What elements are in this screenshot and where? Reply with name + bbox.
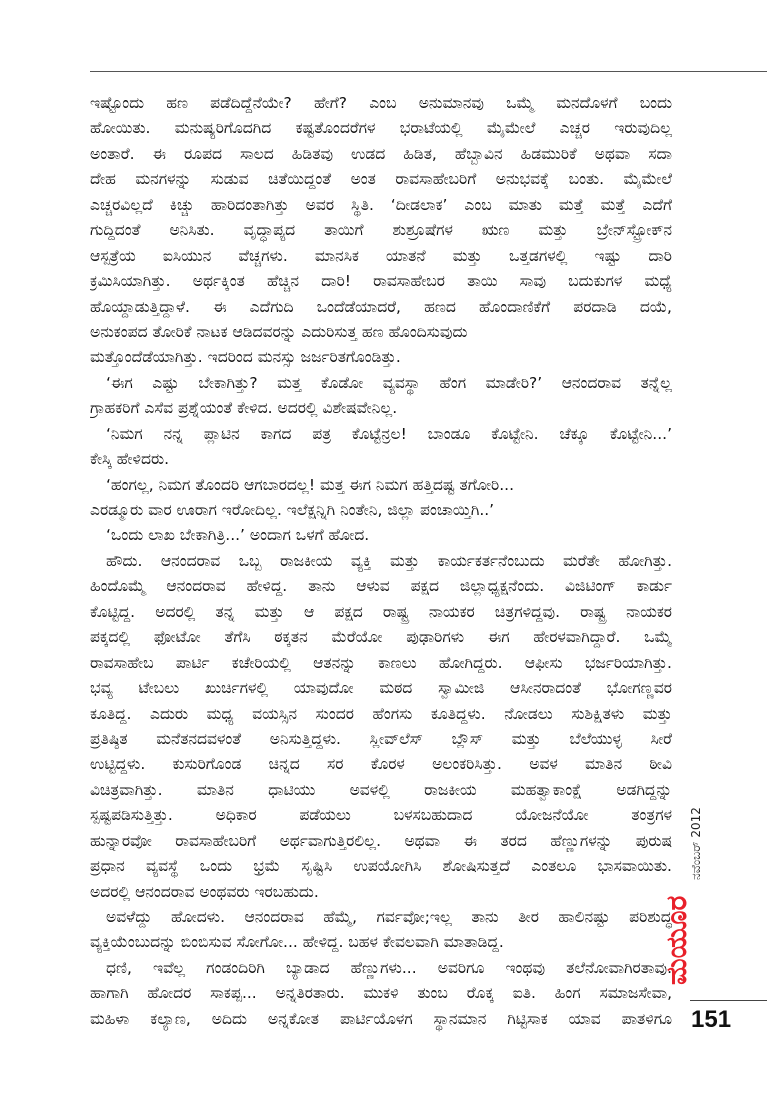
text-line: ಇಷ್ಟೊಂದು ಹಣ ಪಡೆದಿದ್ದೆನೆಯೇ? ಹೇಗೆ? ಎಂಬ ಅನುಮಾನವು ಒಮ್ಮೆ ಮನದೊಳಗೆ ಬಂದು — [90, 94, 672, 112]
text-line: ಹಾಗಾಗಿ ಹೋದರ ಸಾಕಪ್ಪ... ಅನ್ನತಿರತಾರು. ಮುಕಳಿ ತುಂಬ ರೊಕ್ಕ ಐತಿ. ಹಿಂಗ ಸಮಾಜಸೇವಾ, — [90, 984, 672, 1003]
text-line: ಆಸ್ಪತ್ರೆಯ ಐಸಿಯುನ ವೆಚ್ಚಗಳು. ಮಾನಸಿಕ ಯಾತನೆ ಮತ್ತು ಒತ್ತಡಗಳಲ್ಲಿ ಇಷ್ಟು ದಾರಿ — [90, 246, 672, 265]
issue-date: ನವೆಂಬರ್ 2012 — [689, 807, 703, 880]
magazine-logo: ಮಯೂರ — [660, 895, 693, 985]
text-line: ಅದರಲ್ಲಿ ಆನಂದರಾವ ಅಂಥವರು ಇರಬಹುದು. — [90, 882, 319, 901]
text-line: ಮತ್ತೊಂದೆಡೆಯಾಗಿತ್ತು. ಇದರಿಂದ ಮನಸ್ಸು ಜರ್ಜರಿತಗೊಂಡಿತ್ತು. — [90, 348, 401, 367]
text-line: ಅವಳೆದ್ದು ಹೋದಳು. ಆನಂದರಾವ ಹೆಮ್ಮೆ, ಗರ್ವವೋ;ಇಲ್ಲ ತಾನು ತೀರ ಹಾಲಿನಷ್ಟು ಪರಿಶುದ್ಧ — [106, 908, 672, 926]
text-line: ಅಂತಾರೆ. ಈ ರೂಪದ ಸಾಲದ ಹಿಡಿತವು ಉಡದ ಹಿಡಿತ, ಹೆಬ್ಬಾವಿನ ಹಿಡಮುರಿಕೆ ಅಥವಾ ಸದಾ — [90, 144, 672, 163]
page-number: 151 — [691, 1006, 732, 1033]
text-line: ಹೌದು. ಆನಂದರಾವ ಒಬ್ಬ ರಾಜಕೀಯ ವ್ಯಕ್ತಿ ಮತ್ತು ಕಾರ್ಯಕರ್ತನೆಂಬುದು ಮರೆತೇ ಹೋಗಿತ್ತು. — [106, 551, 672, 570]
text-line: ‘ಒಂದು ಲಾಖ ಬೇಕಾಗಿತ್ರಿ...’ ಅಂದಾಗ ಒಳಗೆ ಹೋದ. — [106, 526, 370, 545]
text-line: ‘ನಿಮಗ ನನ್ನ ಪ್ಲಾಟಿನ ಕಾಗದ ಪತ್ರ ಕೊಟ್ಟೆನ್ರಲ! ಬಾಂಡೂ ಕೊಟ್ಟೇನಿ. ಚೆಕ್ಕೂ ಕೊಟ್ಟೇನಿ...’ — [106, 424, 672, 443]
text-line: ಎಚ್ಚರವಿಲ್ಲದೆ ಕಿಚ್ಚು ಹಾರಿದಂತಾಗಿತ್ತು ಅವರ ಸ್ಥಿತಿ. ‘ದೀಡಲಾಕ’ ಎಂಬ ಮಾತು ಮತ್ತೆ ಮತ್ತೆ ಎದೆಗೆ — [90, 195, 672, 214]
text-line: ದೇಹ ಮನಗಳನ್ನು ಸುಡುವ ಚಿತೆಯಿದ್ದಂತೆ ಅಂತ ರಾವಸಾಹೇಬರಿಗೆ ಅನುಭವಕ್ಕೆ ಬಂತು. ಮೈಮೇಲೆ — [90, 170, 672, 189]
text-line: ಮಹಿಳಾ ಕಲ್ಯಾಣ, ಅದಿದು ಅನ್ನಕೋತ ಪಾರ್ಟಿಯೊಳಗ ಸ್ಥಾನಮಾನ ಗಿಟ್ಟಿಸಾಕ ಯಾವ ಪಾತಳಿಗೂ — [90, 1009, 672, 1028]
header-rule — [90, 71, 767, 72]
text-line: ಎರಡ್ಮೂರು ವಾರ ಊರಾಗ ಇರೋದಿಲ್ಲ. ಇಲೆಕ್ಷನ್ನಿಗಿ ನಿಂತೇನಿ, ಜಿಲ್ಲಾ ಪಂಚಾಯ್ತಿಗಿ..’ — [90, 501, 495, 519]
text-line: ವ್ಯಕ್ತಿಯೆಂಬುದನ್ನು ಬಿಂಬಿಸುವ ಸೋಗೋ... ಹೇಳಿದ್ದ. ಬಹಳ ಕೇವಲವಾಗಿ ಮಾತಾಡಿದ್ದ. — [90, 933, 504, 952]
text-line: ಪ್ರಧಾನ ವ್ಯವಸ್ಥೆ ಒಂದು ಭ್ರಮೆ ಸೃಷ್ಟಿಸಿ ಉಪಯೋಗಿಸಿ ಶೋಷಿಸುತ್ತದೆ ಎಂತಲೂ ಭಾಸವಾಯಿತು. — [90, 857, 672, 876]
text-line: ಕೂತಿದ್ದ. ಎದುರು ಮಧ್ಯ ವಯಸ್ಸಿನ ಸುಂದರ ಹೆಂಗಸು ಕೂತಿದ್ದಳು. ನೋಡಲು ಸುಶಿಕ್ಷಿತಳು ಮತ್ತು — [90, 704, 672, 723]
text-line: ಕೇಸ್ಕಿ ಹೇಳಿದರು. — [90, 450, 170, 469]
text-line: ಭವ್ಯ ಟೇಬಲು ಖುರ್ಚಿಗಳಲ್ಲಿ ಯಾವುದೋ ಮಠದ ಸ್ವಾಮೀಜಿ ಆಸೀನರಾದಂತೆ ಭೋಗಣ್ಣವರ — [90, 679, 672, 698]
text-line: ಹೋಯಿತು. ಮನುಷ್ಯರಿಗೊದಗಿದ ಕಷ್ಟತೊಂದರೆಗಳ ಭರಾಟೆಯಲ್ಲಿ ಮೈಮೇಲೆ ಎಚ್ಚರ ಇರುವುದಿಲ್ಲ — [90, 119, 672, 138]
text-line: ‘ಹಂಗಲ್ಲ, ನಿಮಗ ತೊಂದರಿ ಆಗಬಾರದಲ್ಲ! ಮತ್ತ ಈಗ ನಿಮಗ ಹತ್ತಿದಷ್ಟ ತಗೋರಿ... — [106, 475, 515, 494]
footer-rule — [690, 1000, 767, 1001]
text-line: ‘ಈಗ ಎಷ್ಟು ಬೇಕಾಗಿತ್ತು? ಮತ್ತ ಕೊಡೋ ವ್ಯವಸ್ಥಾ ಹೆಂಗ ಮಾಡೇರಿ?’ ಆನಂದರಾವ ತನ್ನೆಲ್ಲ — [106, 373, 672, 392]
text-line: ಗ್ರಾಹಕರಿಗೆ ಎಸೆವ ಪ್ರಶ್ನೆಯಂತೆ ಕೇಳಿದ. ಅದರಲ್ಲಿ ವಿಶೇಷವೇನಿಲ್ಲ. — [90, 399, 398, 418]
text-line: ಅನುಕಂಪದ ತೋರಿಕೆ ನಾಟಕ ಆಡಿದವರನ್ನು ಎದುರಿಸುತ್ತ ಹಣ ಹೊಂದಿಸುವುದು — [90, 322, 468, 341]
text-line: ಹೊಯ್ದಾಡುತ್ತಿದ್ದಾಳೆ. ಈ ಎದೆಗುದಿ ಒಂದೆಡೆಯಾದರೆ, ಹಣದ ಹೊಂದಾಣಿಕೆಗೆ ಪರದಾಡಿ ದಯೆ, — [90, 297, 672, 316]
text-line: ಗುದ್ದಿದಂತೆ ಅನಿಸಿತು. ವೃದ್ಧಾಪ್ಯದ ತಾಯಿಗೆ ಶುಶ್ರೂಷೆಗಳ ಋಣ ಮತ್ತು ಬ್ರೇನ್‌ಸ್ಟ್ರೋಕ್‌ನ — [90, 221, 672, 240]
text-line: ರಾವಸಾಹೇಬ ಪಾರ್ಟಿ ಕಚೇರಿಯಲ್ಲಿ ಆತನನ್ನು ಕಾಣಲು ಹೋಗಿದ್ದರು. ಆಫೀಸು ಭರ್ಜರಿಯಾಗಿತ್ತು. — [90, 653, 672, 672]
text-line: ಧಣಿ, ಇವೆಲ್ಲ ಗಂಡಂದಿರಿಗಿ ಬ್ಯಾಡಾದ ಹೆಣ್ಣುಗಳು... ಅವರಿಗೂ ಇಂಥವು ತಲೆನೋವಾಗಿರತಾವು. — [106, 958, 672, 977]
text-line: ಹಿಂದೊಮ್ಮೆ ಆನಂದರಾವ ಹೇಳಿದ್ದ. ತಾನು ಆಳುವ ಪಕ್ಷದ ಜಿಲ್ಲಾಧ್ಯಕ್ಷನೆಂದು. ವಿಜಿಟಿಂಗ್ ಕಾರ್ಡು — [90, 577, 672, 596]
text-line: ಪಕ್ಕದಲ್ಲಿ ಫೋಟೋ ತೆಗೆಸಿ ಠಕ್ಕತನ ಮೆರೆಯೋ ಪುಢಾರಿಗಳು ಈಗ ಹೇರಳವಾಗಿದ್ದಾರೆ. ಒಮ್ಮೆ — [90, 628, 672, 647]
text-line: ಕ್ರಮಿಸಿಯಾಗಿತ್ತು. ಅರ್ಥಕ್ಕಿಂತ ಹೆಚ್ಚಿನ ದಾರಿ! ರಾವಸಾಹೇಬರ ತಾಯಿ ಸಾವು ಬದುಕುಗಳ ಮಧ್ಯೆ — [90, 272, 672, 291]
text-line: ಕೊಟ್ಟಿದ್ದ. ಅದರಲ್ಲಿ ತನ್ನ ಮತ್ತು ಆ ಪಕ್ಷದ ರಾಷ್ಟ್ರ ನಾಯಕರ ಚಿತ್ರಗಳಿದ್ದವು. ರಾಷ್ಟ್ರ ನಾಯಕರ — [90, 602, 672, 621]
text-line: ಹುನ್ನಾರವೋ ರಾವಸಾಹೇಬರಿಗೆ ಅರ್ಥವಾಗುತ್ತಿರಲಿಲ್ಲ. ಅಥವಾ ಈ ತರದ ಹೆಣ್ಣುಗಳನ್ನು ಪುರುಷ — [90, 831, 672, 850]
text-line: ಪ್ರತಿಷ್ಠಿತ ಮನೆತನದವಳಂತೆ ಅನಿಸುತ್ತಿದ್ದಳು. ಸ್ಲೀವ್‌ಲೆಸ್ ಬ್ಲೌಸ್ ಮತ್ತು ಬೆಲೆಯುಳ್ಳ ಸೀರೆ — [90, 729, 672, 748]
text-line: ಉಟ್ಟಿದ್ದಳು. ಕುಸುರಿಗೊಂಡ ಚಿನ್ನದ ಸರ ಕೊರಳ ಅಲಂಕರಿಸಿತ್ತು. ಅವಳ ಮಾತಿನ ಠೀವಿ — [90, 755, 672, 774]
text-line: ವಿಚಿತ್ರವಾಗಿತ್ತು. ಮಾತಿನ ಧಾಟಿಯು ಅವಳಲ್ಲಿ ರಾಜಕೀಯ ಮಹತ್ವಾಕಾಂಕ್ಷೆ ಅಡಗಿದ್ದನ್ನು — [90, 780, 672, 799]
text-line: ಸ್ಪಷ್ಟಪಡಿಸುತ್ತಿತ್ತು. ಅಧಿಕಾರ ಪಡೆಯಲು ಬಳಸಬಹುದಾದ ಯೋಜನೆಯೋ ತಂತ್ರಗಳ — [90, 806, 672, 825]
story-body — [90, 91, 672, 1032]
